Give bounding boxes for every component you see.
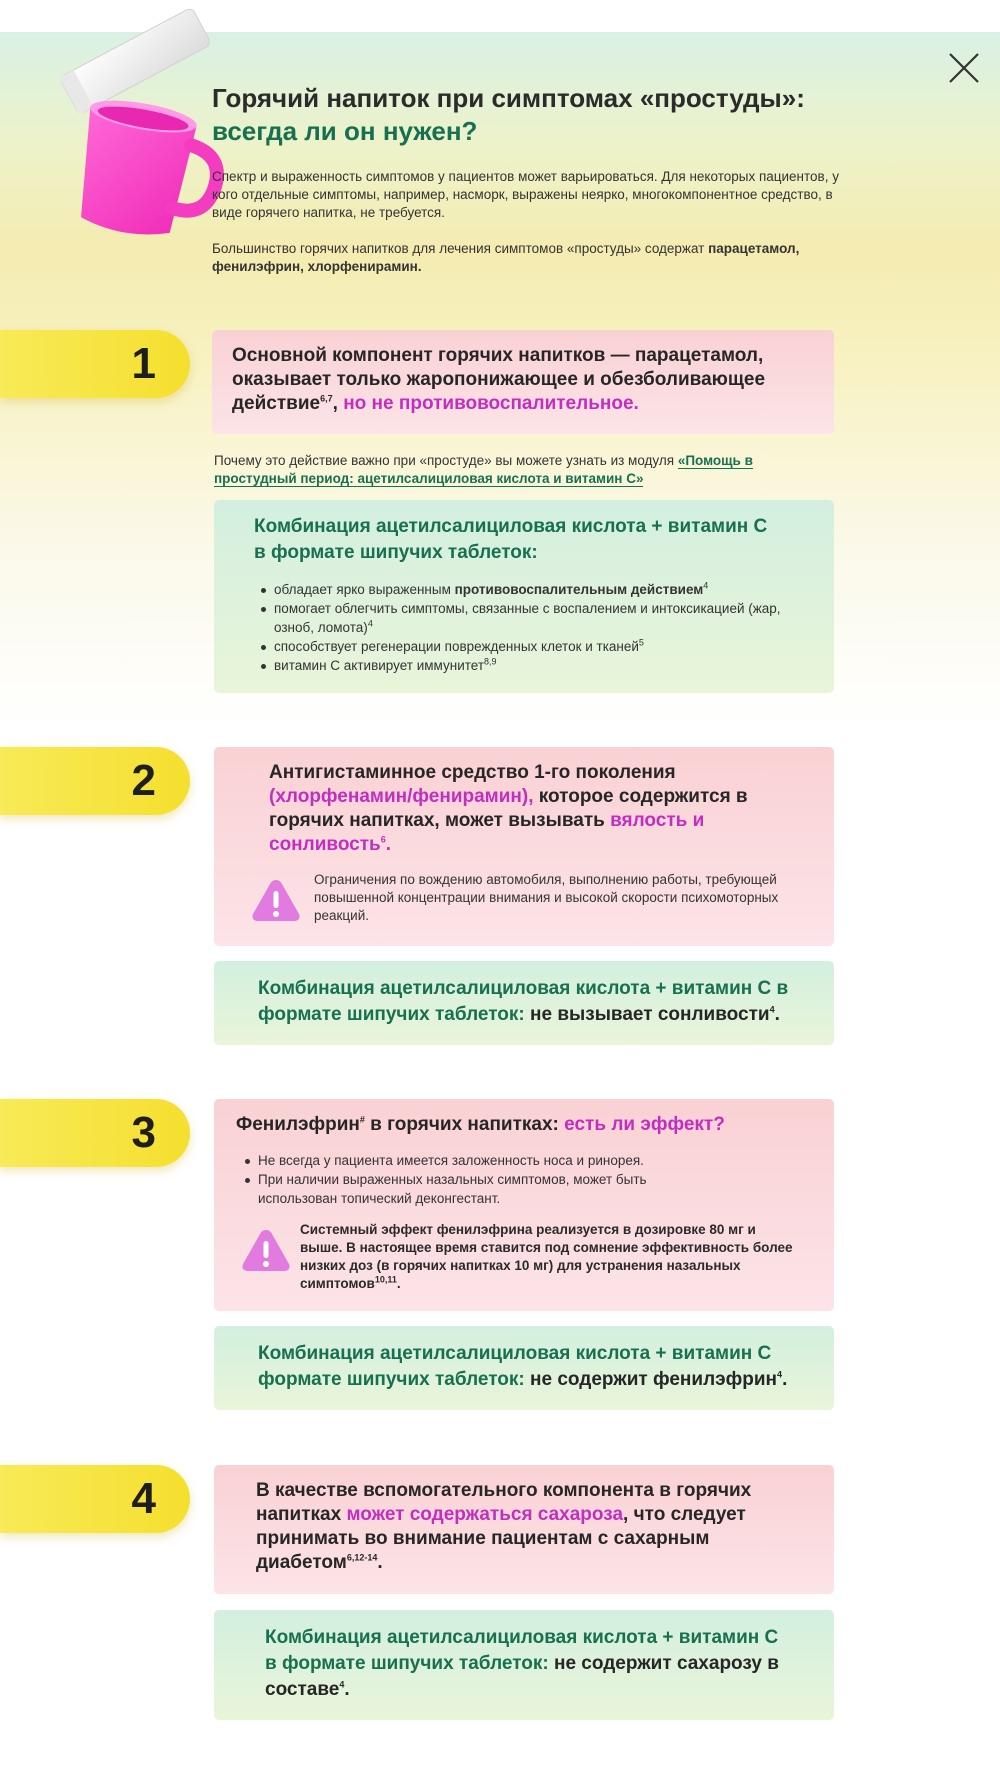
section-1-statement: Основной компонент горячих напитков — парацетамол, оказывает только жаропонижающее и обезболивающее действие$^{6,7}$, но не противовоспалительное. — [232, 345, 766, 414]
section-4-pink-card — [214, 1465, 834, 1594]
list-item: При наличии выраженных назальных симптомов, может быть использован топический деконгестант. — [242, 1170, 722, 1208]
section-1-benefits-list — [258, 580, 798, 675]
section-2-conclusion: Комбинация ацетилсалициловая кислота + витамин С в формате шипучих таблеток: не вызывает сонливости$^4$. — [258, 978, 789, 1025]
title-line-1: Горячий напиток при симптомах «простуды»: — [212, 83, 805, 113]
section-2-green-card — [214, 961, 834, 1045]
section-1-green-card — [214, 500, 834, 693]
section-4-green-card — [214, 1610, 834, 1720]
section-number-tab-4: 4 — [0, 1465, 190, 1533]
list-item: витамин С активирует иммунитет$^{8,9}$ — [258, 656, 798, 675]
section-3-green-card — [214, 1326, 834, 1410]
section-3-warning-text: Системный эффект фенилэфрина реализуется в дозировке 80 мг и выше. В настоящее время ставится под сомнение эффективность более низких доз (в горячих напитках 10 мг) для устранения назальных симптомов$^{10,11}$. — [300, 1222, 793, 1291]
section-1-pink-card — [212, 330, 834, 434]
module-reference: Почему это действие важно при «простуде» вы можете узнать из модуля «Помощь в простудный период: ацетилсалициловая кислота и витамин С» — [214, 453, 753, 486]
section-1-highlight: но не противовоспалительное. — [343, 393, 639, 414]
intro-paragraph-2: Большинство горячих напитков для лечения симптомов «простуды» содержат парацетамол, фенилэфрин, хлорфенирамин. — [212, 241, 800, 274]
warning-triangle-icon — [240, 1227, 292, 1273]
list-item: помогает облегчить симптомы, связанные с воспалением и интоксикацией (жар, озноб, ломота)$^4$ — [258, 599, 798, 637]
list-item: способствует регенерации поврежденных клеток и тканей$^5$ — [258, 637, 798, 656]
section-3-list — [242, 1151, 722, 1208]
intro-ingredients: парацетамол, фенилэфрин, хлорфенирамин. — [212, 241, 800, 274]
section-2-warning-text: Ограничения по вождению автомобиля, выполнению работы, требующей повышенной концентрации внимания и высокой скорости психомоторных реакций. — [314, 872, 779, 923]
section-2-pink-card — [214, 747, 834, 946]
list-item: Не всегда у пациента имеется заложенность носа и ринорея. — [242, 1151, 722, 1170]
section-3-conclusion: Комбинация ацетилсалициловая кислота + витамин С формате шипучих таблеток: не содержит фенилэфрин$^4$. — [258, 1343, 788, 1390]
mug-with-sachet-illustration — [40, 0, 230, 250]
section-number-tab-2: 2 — [0, 747, 190, 815]
close-x-icon — [946, 50, 982, 86]
intro-paragraph-1: Спектр и выраженность симптомов у пациентов может варьироваться. Для некоторых пациентов, у кого отдельные симптомы, например, насморк, выражены неярко, многокомпонентное средство, в виде горячего напитка, не требуется. — [212, 169, 839, 220]
section-number-tab-3: 3 — [0, 1099, 190, 1167]
section-3-pink-card — [214, 1099, 834, 1311]
section-1-green-title: Комбинация ацетилсалициловая кислота + витамин С в формате шипучих таблеток: — [254, 516, 768, 563]
warning-triangle-icon — [250, 877, 302, 923]
section-number-tab-1: 1 — [0, 330, 190, 398]
page-title — [212, 82, 872, 148]
title-line-2: всегда ли он нужен? — [212, 116, 478, 146]
section-3-title: Фенилэфрин# в горячих напитках: есть ли эффект? — [236, 1114, 725, 1135]
intro-text — [212, 168, 852, 294]
section-2-statement: Антигистаминное средство 1-го поколения (хлорфенамин/фенирамин), которое содержится в горячих напитках, может вызывать вялость и сонливость$^6$. — [269, 762, 748, 855]
close-button[interactable] — [946, 50, 982, 86]
module-link[interactable]: «Помощь в простудный период: ацетилсалициловая кислота и витамин С» — [214, 453, 753, 486]
section-4-statement: В качестве вспомогательного компонента в горячих напитках может содержаться сахароза, что следует принимать во внимание пациентам с сахарным диабетом$^{6,12-14}$. — [256, 1480, 752, 1573]
section-4-conclusion: Комбинация ацетилсалициловая кислота + витамин С в формате шипучих таблеток: не содержит сахарозу в составе$^4$. — [265, 1627, 779, 1700]
list-item: обладает ярко выраженным противовоспалительным действием$^4$ — [258, 580, 798, 599]
